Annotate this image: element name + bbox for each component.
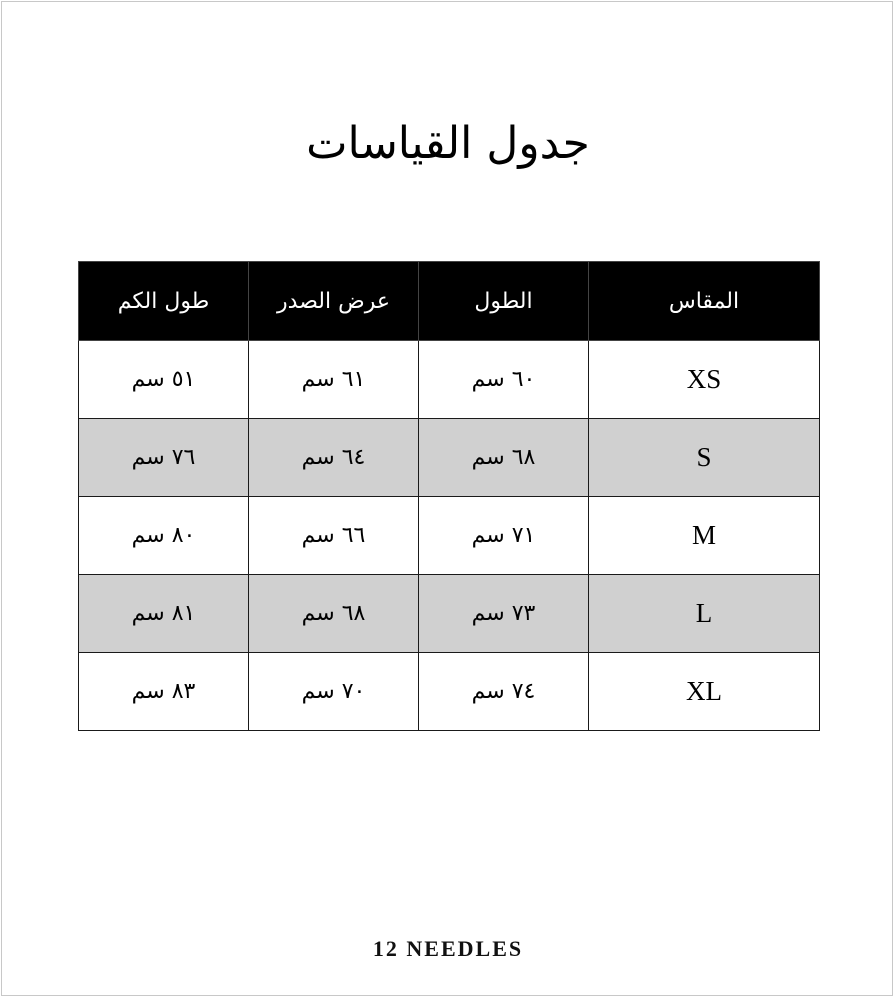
table-row — [79, 419, 820, 497]
size-cell: S — [589, 419, 820, 497]
header-size: المقاس — [589, 262, 820, 341]
length-cell: ٧٤ سم — [419, 653, 589, 731]
size-cell: XS — [589, 341, 820, 419]
header-sleeve-length: طول الكم — [79, 262, 249, 341]
sleeve-length-cell: ٧٦ سم — [79, 419, 249, 497]
size-cell: L — [589, 575, 820, 653]
table-row — [79, 341, 820, 419]
header-chest-width: عرض الصدر — [249, 262, 419, 341]
table-row — [79, 497, 820, 575]
sleeve-length-cell: ٨٣ سم — [79, 653, 249, 731]
size-cell: XL — [589, 653, 820, 731]
table-row — [79, 575, 820, 653]
length-cell: ٦٠ سم — [419, 341, 589, 419]
length-cell: ٦٨ سم — [419, 419, 589, 497]
length-cell: ٧١ سم — [419, 497, 589, 575]
sleeve-length-cell: ٥١ سم — [79, 341, 249, 419]
page-title: جدول القياسات — [306, 118, 590, 169]
table-header-row — [79, 262, 820, 341]
chest-width-cell: ٦٨ سم — [249, 575, 419, 653]
header-length: الطول — [419, 262, 589, 341]
length-cell: ٧٣ سم — [419, 575, 589, 653]
chest-width-cell: ٦١ سم — [249, 341, 419, 419]
sleeve-length-cell: ٨٠ سم — [79, 497, 249, 575]
chest-width-cell: ٦٤ سم — [249, 419, 419, 497]
size-chart-table — [78, 261, 820, 731]
table-row — [79, 653, 820, 731]
chest-width-cell: ٧٠ سم — [249, 653, 419, 731]
sleeve-length-cell: ٨١ سم — [79, 575, 249, 653]
brand-logo-text: 12 NEEDLES — [372, 936, 524, 961]
size-cell: M — [589, 497, 820, 575]
chest-width-cell: ٦٦ سم — [249, 497, 419, 575]
